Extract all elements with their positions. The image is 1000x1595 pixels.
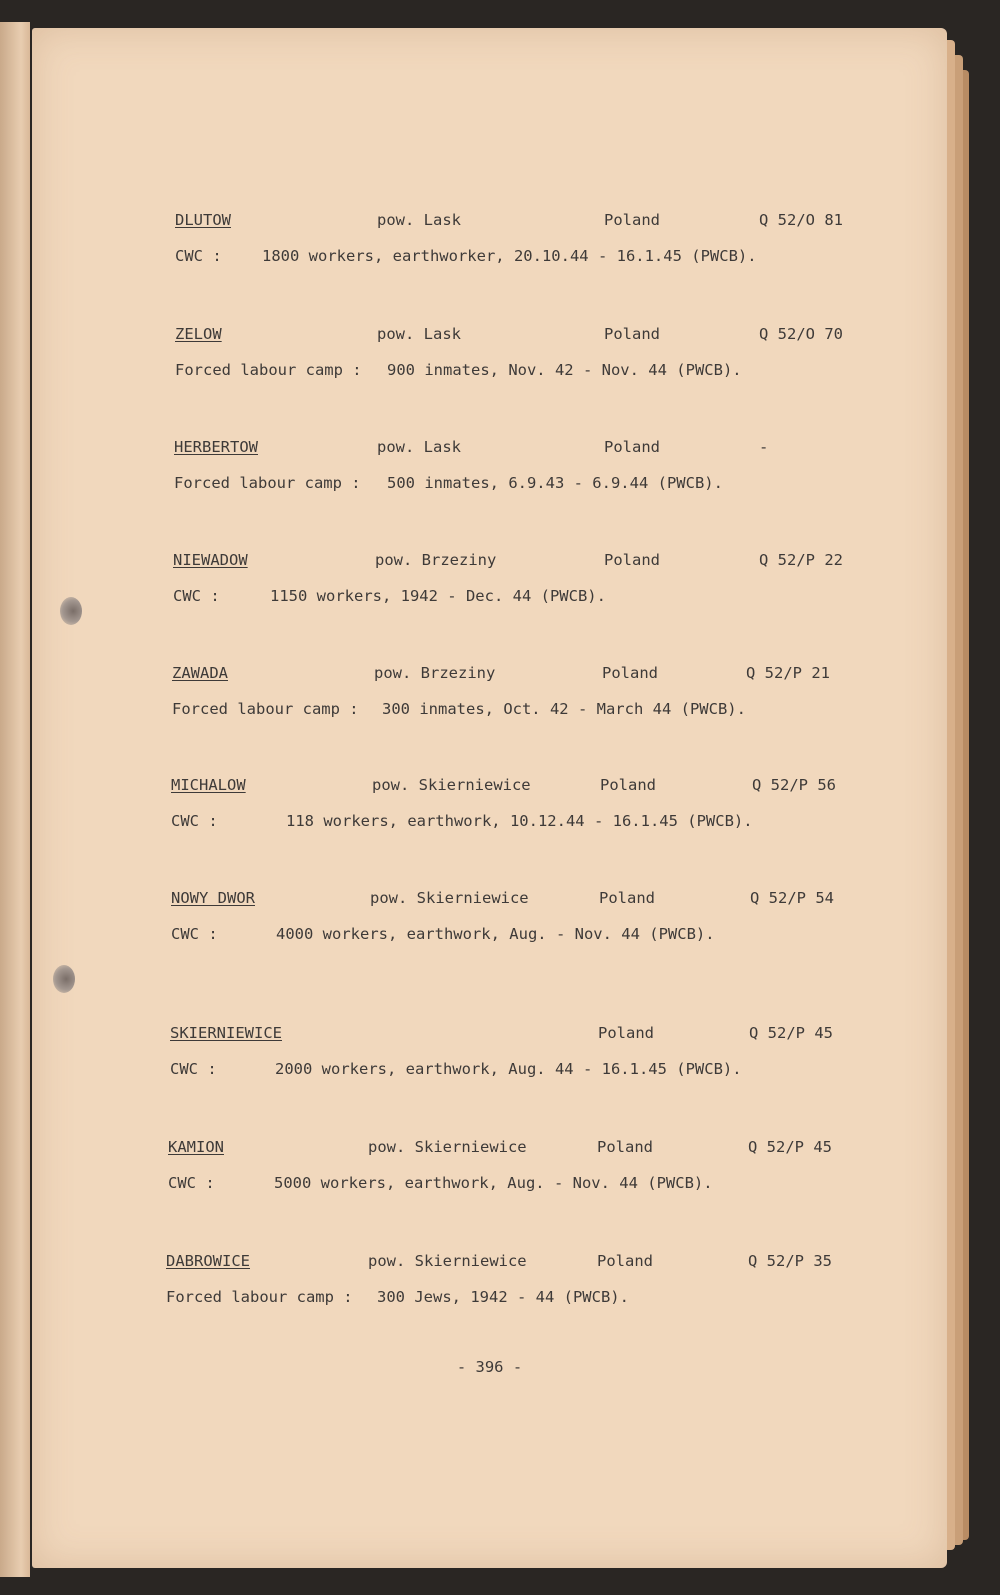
place-name: ZELOW xyxy=(175,325,222,343)
place-name: SKIERNIEWICE xyxy=(170,1024,282,1042)
district: pow. Skierniewice xyxy=(368,1138,527,1156)
left-page-edge xyxy=(0,22,30,1577)
camp-type: CWC : xyxy=(170,1060,217,1078)
entry xyxy=(32,211,947,301)
camp-type: CWC : xyxy=(173,587,220,605)
camp-detail: 1150 workers, 1942 - Dec. 44 (PWCB). xyxy=(270,587,606,605)
place-name: HERBERTOW xyxy=(174,438,258,456)
country: Poland xyxy=(604,211,660,229)
district: pow. Lask xyxy=(377,438,461,456)
entry xyxy=(32,889,947,979)
entry xyxy=(32,664,947,754)
entry xyxy=(32,1252,947,1342)
page-edge xyxy=(963,70,969,1540)
camp-type: CWC : xyxy=(171,925,218,943)
district: pow. Brzeziny xyxy=(374,664,496,682)
country: Poland xyxy=(604,325,660,343)
entry xyxy=(32,325,947,415)
reference: Q 52/P 22 xyxy=(759,551,843,569)
page-edge xyxy=(947,40,955,1550)
camp-type: CWC : xyxy=(168,1174,215,1192)
camp-detail: 500 inmates, 6.9.43 - 6.9.44 (PWCB). xyxy=(387,474,723,492)
camp-type: Forced labour camp : xyxy=(166,1288,353,1306)
reference: Q 52/O 70 xyxy=(759,325,843,343)
country: Poland xyxy=(604,551,660,569)
place-name: MICHALOW xyxy=(171,776,246,794)
place-name: KAMION xyxy=(168,1138,224,1156)
district: pow. Brzeziny xyxy=(375,551,497,569)
entry xyxy=(32,1138,947,1228)
district: pow. Skierniewice xyxy=(372,776,531,794)
reference: Q 52/P 54 xyxy=(750,889,834,907)
camp-type: CWC : xyxy=(171,812,218,830)
reference: Q 52/O 81 xyxy=(759,211,843,229)
camp-detail: 118 workers, earthwork, 10.12.44 - 16.1.45 (PWCB). xyxy=(286,812,753,830)
reference: - xyxy=(759,438,769,456)
country: Poland xyxy=(599,889,655,907)
country: Poland xyxy=(600,776,656,794)
camp-type: Forced labour camp : xyxy=(175,361,362,379)
reference: Q 52/P 56 xyxy=(752,776,836,794)
camp-type: Forced labour camp : xyxy=(174,474,361,492)
country: Poland xyxy=(602,664,658,682)
page-edge xyxy=(955,55,963,1545)
district: pow. Skierniewice xyxy=(368,1252,527,1270)
district: pow. Lask xyxy=(377,211,461,229)
camp-detail: 900 inmates, Nov. 42 - Nov. 44 (PWCB). xyxy=(387,361,742,379)
reference: Q 52/P 45 xyxy=(749,1024,833,1042)
camp-detail: 4000 workers, earthwork, Aug. - Nov. 44 (PWCB). xyxy=(276,925,715,943)
camp-detail: 2000 workers, earthwork, Aug. 44 - 16.1.45 (PWCB). xyxy=(275,1060,742,1078)
camp-type: Forced labour camp : xyxy=(172,700,359,718)
reference: Q 52/P 45 xyxy=(748,1138,832,1156)
entry xyxy=(32,551,947,641)
camp-detail: 300 inmates, Oct. 42 - March 44 (PWCB). xyxy=(382,700,746,718)
camp-detail: 5000 workers, earthwork, Aug. - Nov. 44 (PWCB). xyxy=(274,1174,713,1192)
reference: Q 52/P 35 xyxy=(748,1252,832,1270)
document-page xyxy=(32,28,947,1568)
camp-type: CWC : xyxy=(175,247,222,265)
page-number: - 396 - xyxy=(456,1358,523,1376)
country: Poland xyxy=(597,1138,653,1156)
place-name: ZAWADA xyxy=(172,664,228,682)
place-name: NIEWADOW xyxy=(173,551,248,569)
camp-detail: 1800 workers, earthworker, 20.10.44 - 16.1.45 (PWCB). xyxy=(262,247,757,265)
country: Poland xyxy=(604,438,660,456)
punch-hole xyxy=(53,965,75,993)
country: Poland xyxy=(597,1252,653,1270)
country: Poland xyxy=(598,1024,654,1042)
place-name: DLUTOW xyxy=(175,211,231,229)
district: pow. Lask xyxy=(377,325,461,343)
camp-detail: 300 Jews, 1942 - 44 (PWCB). xyxy=(377,1288,629,1306)
reference: Q 52/P 21 xyxy=(746,664,830,682)
place-name: DABROWICE xyxy=(166,1252,250,1270)
entry xyxy=(32,438,947,528)
entry xyxy=(32,1024,947,1114)
entry xyxy=(32,776,947,866)
place-name: NOWY DWOR xyxy=(171,889,255,907)
punch-hole xyxy=(60,597,82,625)
district: pow. Skierniewice xyxy=(370,889,529,907)
